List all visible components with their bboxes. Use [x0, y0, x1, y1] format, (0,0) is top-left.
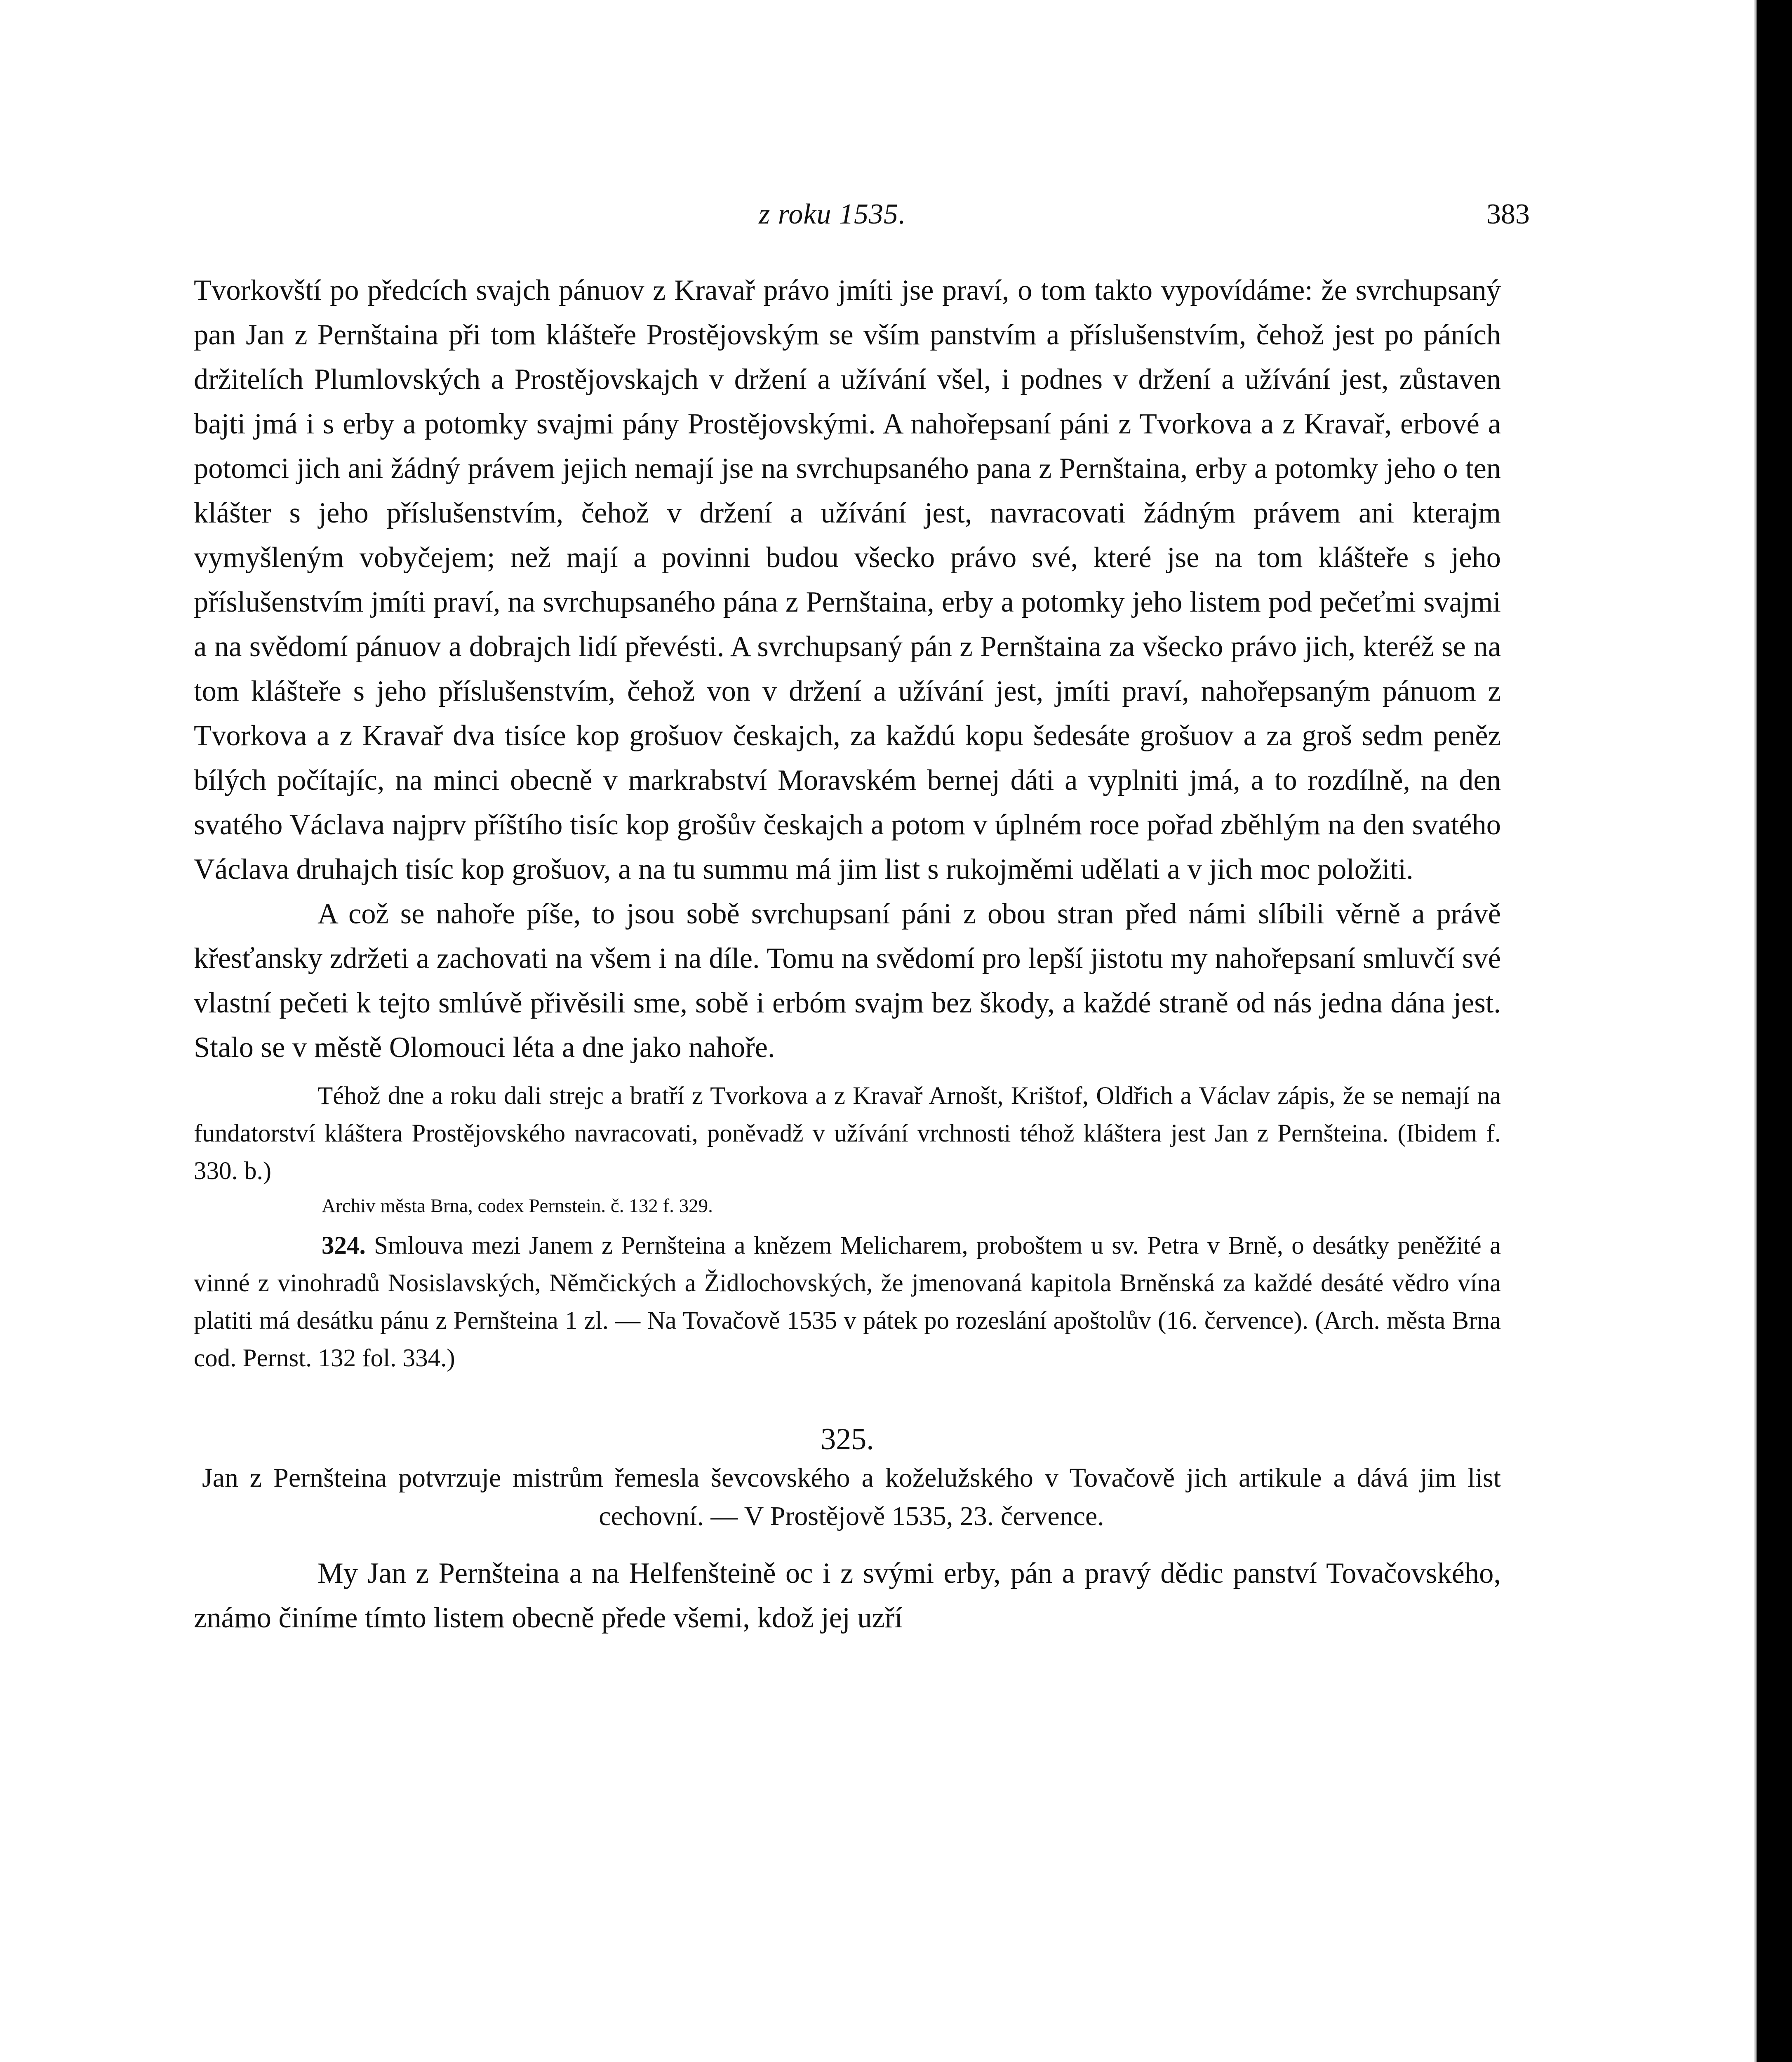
- page-number: 383: [1486, 198, 1530, 230]
- entry-324-text: Smlouva mezi Janem z Pernšteina a knězem Melicharem, proboštem u sv. Petra v Brně, o desátky peněžité a vinné z vinohradů Nosislavských, Němčických a Židlochovských, že jmenovaná kapitola Brněnská za každé desáté vědro vína platiti má desátku pánu z Pernšteina 1 zl. — Na Tovačově 1535 v pátek po rozeslání apoštolův (16. července). (Arch. města Brna cod. Pernst. 132 fol. 334.): [194, 1232, 1501, 1372]
- running-header: [181, 198, 1530, 243]
- black-scan-border: [1757, 0, 1792, 2062]
- section-325-number: 325.: [821, 1422, 874, 1456]
- charter-opening: My Jan z Pernšteina a na Helfenšteině oc i z svými erby, pán a pravý dědic panství Tovačovského, známo činíme tímto listem obecně přede všemi, kdož jej uzří: [194, 1557, 1501, 1634]
- judgment-paragraph: Tvorkovští po předcích svajch pánuov z Kravař právo jmíti jse praví, o tom takto vypovídáme: že svrchupsaný pan Jan z Pernštaina při tom klášteře Prostějovským se vším panstvím a příslušenstvím, čehož jest po páních držitelích Plumlovských a Prostějovskajch v držení a užívání všel, i podnes v držení a užívání jest, zůstaven bajti jmá i s erby a potomky svajmi pány Prostějovskými. A nahořepsaní páni z Tvorkova a z Kravař, erbové a potomci jich ani žádný právem jejich nemají jse na svrchupsaného pana z Pernštaina, erby a potomky jeho o ten klášter s jeho příslušenstvím, čehož v držení a užívání jest, navracovati žádným právem ani kterajm vymyšleným vobyčejem; než mají a povinni budou všecko právo své, které jse na tom klášteře s jeho příslušenstvím jmíti praví, na svrchupsaného pána z Pernštaina, erby a potomky jeho listem pod pečeťmi svajmi a na svědomí pánuov a dobrajch lidí převésti. A svrchupsaný pán z Pernštaina za všecko právo jich, kteréž se na tom klášteře s jeho příslušenstvím, čehož von v držení a užívání jest, jmíti praví, nahořepsaným pánuom z Tvorkova a z Kravař dva tisíce kop grošuov českajch, za každú kopu šedesáte grošuov a za groš sedm peněz bílých počítajíc, na minci obecně v markrabství Moravském bernej dáti a vyplniti jmá, a to rozdílně, na den svatého Václava najprv příštího tisíc kop grošův českajch a potom v úplném roce pořad zběhlým na den svatého Václava druhajch tisíc kop grošuov, a na tu summu má jim list s rukojměmi udělati a v jich moc položiti.: [194, 274, 1501, 885]
- running-title: z roku 1535.: [759, 198, 906, 230]
- archive-citation: Archiv města Brna, codex Pernstein. č. 132 f. 329.: [322, 1195, 713, 1217]
- section-325-summary: Jan z Pernšteina potvrzuje mistrům řemesla ševcovského a koželužského v Tovačově jich artikule a dává jim list cechovní. — V Prostějově 1535, 23. července.: [202, 1463, 1501, 1531]
- main-text-block: [194, 268, 1501, 1640]
- oath-paragraph: A což se nahoře píše, to jsou sobě svrchupsaní páni z obou stran před námi slíbili věrně a právě křesťansky zdržeti a zachovati na všem i na díle. Tomu na svědomí pro lepší jistotu my nahořepsaní smluvčí své vlastní pečeti k tejto smlúvě přivěsili sme, sobě i erbóm svajm bez škody, a každé straně od nás jedna dána jest. Stalo se v městě Olomouci léta a dne jako nahoře.: [194, 898, 1501, 1064]
- entry-324-number: 324.: [322, 1232, 366, 1259]
- same-day-note: Téhož dne a roku dali strejc a bratří z Tvorkova a z Kravař Arnošt, Krištof, Oldřich a Václav zápis, že se nemají na fundatorství kláštera Prostějovského navracovati, poněvadž v užívání vrchnosti téhož kláštera jest Jan z Pernšteina. (Ibidem f. 330. b.): [194, 1082, 1501, 1185]
- entry-324: [194, 1227, 1501, 1377]
